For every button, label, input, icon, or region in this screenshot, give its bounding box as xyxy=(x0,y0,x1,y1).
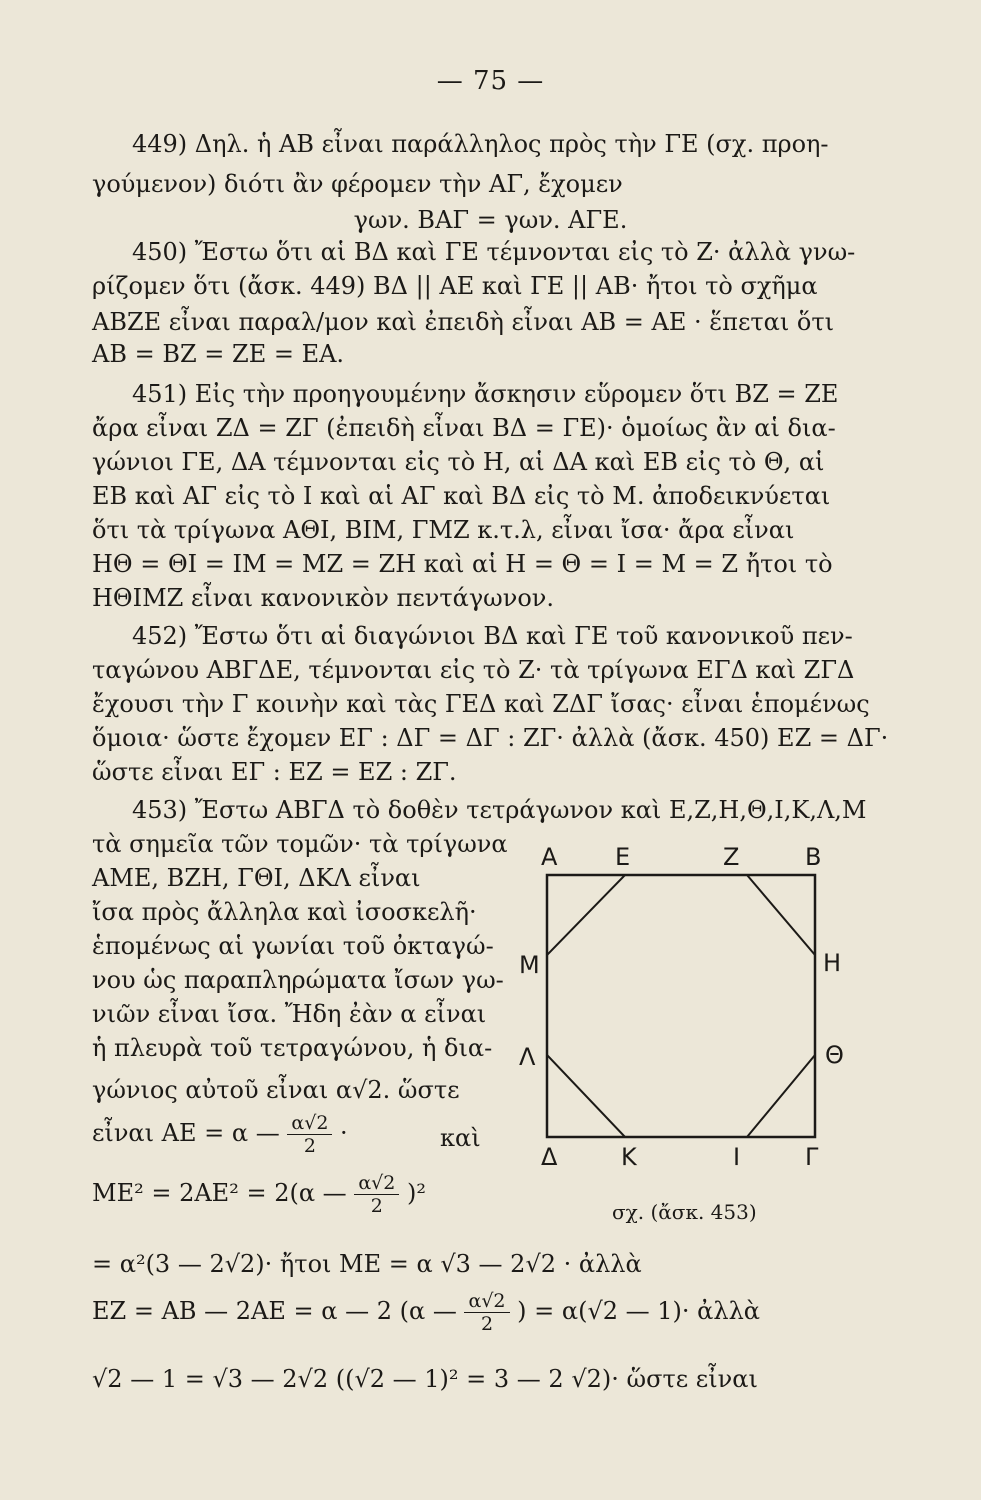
text-line: γώνιοι ΓΕ, ΔΑ τέμνονται εἰς τὸ Η, αἱ ΔΑ καὶ ΕΒ εἰς τὸ Θ, αἱ xyxy=(92,448,825,476)
fraction xyxy=(354,1172,399,1217)
text-line: ὥστε εἶναι ΕΓ : ΕΖ = ΕΖ : ΖΓ. xyxy=(92,758,457,786)
figure-caption: σχ. (ἄσκ. 453) xyxy=(612,1200,757,1224)
equation-ez xyxy=(92,1290,760,1335)
text-line: γων. ΒΑΓ = γων. ΑΓΕ. xyxy=(353,206,628,234)
page-number: — 75 — xyxy=(436,66,545,96)
equation-kai: καὶ xyxy=(440,1124,481,1152)
text-line: νου ὡς παραπληρώματα ἴσων γω- xyxy=(92,966,504,994)
text-line: ὅτι τὰ τρίγωνα ΑΘΙ, ΒΙΜ, ΓΜΖ κ.τ.λ, εἶναι ἴσα· ἄρα εἶναι xyxy=(92,516,795,544)
equation-line: √2 — 1 = √3 — 2√2 ((√2 — 1)² = 3 — 2 √2)· ὥστε εἶναι xyxy=(92,1365,758,1393)
vertex-label-m: Μ xyxy=(519,951,540,979)
fraction-denominator: 2 xyxy=(370,1195,383,1217)
text-line: ἔχουσι τὴν Γ κοινὴν καὶ τὰς ΓΕΔ καὶ ΖΔΓ ἴσας· εἶναι ἑπομένως xyxy=(92,690,870,718)
text-line: ΑΒΖΕ εἶναι παραλ/μον καὶ ἐπειδὴ εἶναι ΑΒ = ΑΕ · ἕπεται ὅτι xyxy=(92,308,835,336)
vertex-label-z: Ζ xyxy=(723,843,740,871)
fraction-denominator: 2 xyxy=(480,1313,494,1335)
vertex-label-g: Γ xyxy=(805,1143,819,1171)
fraction xyxy=(464,1290,509,1335)
octagon-figure xyxy=(505,835,845,1225)
equation-text: εἶναι ΑΕ = α — xyxy=(92,1119,280,1147)
vertex-label-i: Ι xyxy=(733,1143,741,1171)
vertex-label-l: Λ xyxy=(519,1043,536,1071)
vertex-label-th: Θ xyxy=(825,1041,844,1069)
text-line: γούμενον) διότι ἂν φέρομεν τὴν ΑΓ, ἔχομεν xyxy=(92,170,623,198)
text-line: τὰ σημεῖα τῶν τομῶν· τὰ τρίγωνα xyxy=(92,830,508,858)
vertex-label-h: Η xyxy=(823,949,842,977)
fraction-denominator: 2 xyxy=(303,1135,316,1157)
text-line: ἄρα εἶναι ΖΔ = ΖΓ (ἐπειδὴ εἶναι ΒΔ = ΓΕ)· ὁμοίως ἂν αἱ δια- xyxy=(92,414,836,442)
text-line: ὅμοια· ὥστε ἔχομεν ΕΓ : ΔΓ = ΔΓ : ΖΓ· ἀλλὰ (ἄσκ. 450) ΕΖ = ΔΓ· xyxy=(92,724,889,752)
equation-text: · xyxy=(340,1119,348,1147)
text-line: ἡ πλευρὰ τοῦ τετραγώνου, ἡ δια- xyxy=(92,1034,493,1062)
text-line: γώνιος αὐτοῦ εἶναι α√2. ὥστε xyxy=(92,1076,460,1104)
vertex-label-b: Β xyxy=(805,843,822,871)
text-line: ἑπομένως αἱ γωνίαι τοῦ ὀκταγώ- xyxy=(92,932,494,960)
text-line: ΑΜΕ, ΒΖΗ, ΓΘΙ, ΔΚΛ εἶναι xyxy=(92,864,421,892)
text-line: ρίζομεν ὅτι (ἄσκ. 449) ΒΔ || ΑΕ καὶ ΓΕ || ΑΒ· ἤτοι τὸ σχῆμα xyxy=(92,272,818,300)
text-line: ἴσα πρὸς ἄλληλα καὶ ἰσοσκελῆ· xyxy=(92,898,477,926)
text-line: 449) Δηλ. ἡ ΑΒ εἶναι παράλληλος πρὸς τὴν ΓΕ (σχ. προη- xyxy=(132,130,829,158)
fraction-numerator: α√2 xyxy=(287,1112,332,1135)
vertex-label-a: Α xyxy=(541,843,558,871)
vertex-label-d: Δ xyxy=(541,1143,558,1171)
text-line: ΗΘΙΜΖ εἶναι κανονικὸν πεντάγωνον. xyxy=(92,584,555,612)
text-line: 451) Εἰς τὴν προηγουμένην ἄσκησιν εὕρομεν ὅτι ΒΖ = ΖΕ xyxy=(132,380,839,408)
text-line: ταγώνου ΑΒΓΔΕ, τέμνονται εἰς τὸ Ζ· τὰ τρίγωνα ΕΓΔ καὶ ΖΓΔ xyxy=(92,656,855,684)
fraction-numerator: α√2 xyxy=(354,1172,399,1195)
fraction-numerator: α√2 xyxy=(464,1290,509,1313)
equation-text: ΜΕ² = 2ΑΕ² = 2(α — xyxy=(92,1179,347,1207)
text-line: ΕΒ καὶ ΑΓ εἰς τὸ Ι καὶ αἱ ΑΓ καὶ ΒΔ εἰς τὸ Μ. ἀποδεικνύεται xyxy=(92,482,831,510)
text-line: νιῶν εἶναι ἴσα. Ἤδη ἐὰν α εἶναι xyxy=(92,1000,487,1028)
text-line: 453) Ἔστω ΑΒΓΔ τὸ δοθὲν τετράγωνον καὶ Ε,Ζ,Η,Θ,Ι,Κ,Λ,Μ xyxy=(132,796,867,824)
vertex-label-k: Κ xyxy=(621,1143,637,1171)
text-line: ΑΒ = ΒΖ = ΖΕ = ΕΑ. xyxy=(92,340,345,368)
text-line: ΗΘ = ΘΙ = ΙΜ = ΜΖ = ΖΗ καὶ αἱ Η = Θ = Ι = Μ = Ζ ἤτοι τὸ xyxy=(92,550,833,578)
fraction xyxy=(287,1112,332,1157)
equation-line: = α²(3 — 2√2)· ἤτοι ΜΕ = α √3 — 2√2 · ἀλλὰ xyxy=(92,1250,642,1278)
equation-text: )² xyxy=(406,1179,426,1207)
equation-text: ΕΖ = ΑΒ — 2ΑΕ = α — 2 (α — xyxy=(92,1297,457,1325)
equation-ae xyxy=(92,1112,348,1157)
vertex-label-e: Ε xyxy=(615,843,631,871)
text-line: 452) Ἔστω ὅτι αἱ διαγώνιοι ΒΔ καὶ ΓΕ τοῦ κανονικοῦ πεν- xyxy=(132,622,853,650)
equation-text: ) = α(√2 — 1)· ἀλλὰ xyxy=(517,1297,761,1325)
text-line: 450) Ἔστω ὅτι αἱ ΒΔ καὶ ΓΕ τέμνονται εἰς τὸ Ζ· ἀλλὰ γνω- xyxy=(132,238,856,266)
equation-me xyxy=(92,1172,426,1217)
octagon-outline xyxy=(547,875,815,1137)
